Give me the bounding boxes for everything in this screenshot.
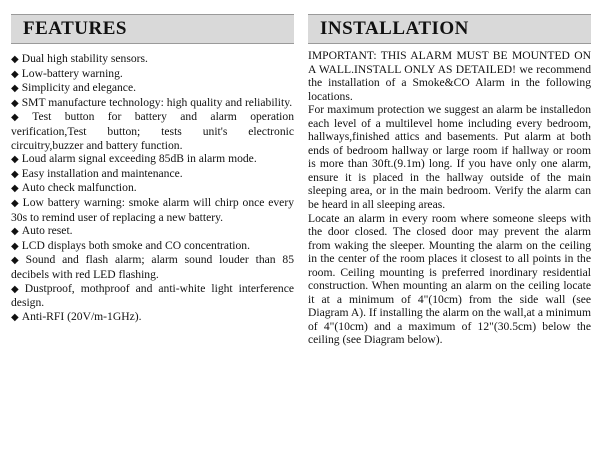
list-item: ◆ Sound and flash alarm; alarm sound louder than 85 decibels with red LED flashing. [11,253,294,281]
diamond-bullet-icon: ◆ [11,83,19,95]
diamond-bullet-icon: ◆ [11,154,19,166]
diamond-bullet-icon: ◆ [11,197,20,209]
diamond-bullet-icon: ◆ [11,168,19,180]
installation-body [308,49,591,347]
list-item: ◆ Anti-RFI (20V/m-1GHz). [11,309,142,323]
installation-paragraph: For maximum protection we suggest an alarm be installedon each level of a multilevel home including every bedroom, hallways,finished attics and basements. Put alarm at both ends of bedroom hallway or large room if hallway or room is more than 30ft.(9.1m) long. If you have only one alarm, ensure it is placed in the hallway outside of the main sleeping area, or in the main bedroom. Verify the alarm can be heard in all sleeping areas. [308,103,591,212]
list-item: ◆ Low-battery warning. [11,66,123,80]
installation-column [308,14,591,347]
diamond-bullet-icon: ◆ [11,226,19,238]
installation-paragraph: Locate an alarm in every room where someone sleeps with the door closed. The closed door may prevent the alarm from waking the sleeper. Mounting the alarm on the ceiling in the center of the room places it closest to all points in the room. Ceiling mounting is preferred inordinary residential construction. When mounting an alarm on the ceiling locate it at a minimum of 4"(10cm) from the side wall (see Diagram A). If installing the alarm on the wall,at a minimum of 4"(10cm) and a maximum of 12"(30.5cm) below the ceiling (see Diagram below). [308,211,591,347]
diamond-bullet-icon: ◆ [11,68,19,80]
list-item: ◆ Dual high stability sensors. [11,52,148,65]
list-item: ◆ Dustproof, mothproof and anti-white light interference design. [11,281,294,310]
diamond-bullet-icon: ◆ [11,54,19,65]
installation-heading: INSTALLATION [308,14,591,44]
diamond-bullet-icon: ◆ [11,283,22,295]
list-item: ◆ Test button for battery and alarm operation verification,Test button; tests unit's electronic circuitry,buzzer and battery function. [11,110,294,152]
diamond-bullet-icon: ◆ [11,255,23,267]
installation-paragraph: IMPORTANT: THIS ALARM MUST BE MOUNTED ON A WALL.INSTALL ONLY AS DETAILED! we recommend the installation of a Smoke&CO Alarm in the following locations. [308,49,591,103]
features-list [11,52,294,324]
diamond-bullet-icon: ◆ [11,97,19,109]
features-column [11,14,294,324]
features-heading: FEATURES [11,14,294,44]
list-item: ◆ SMT manufacture technology: high quality and reliability. [11,95,293,109]
diamond-bullet-icon: ◆ [11,311,19,323]
diamond-bullet-icon: ◆ [11,183,19,195]
list-item: ◆ Simplicity and elegance. [11,81,136,95]
list-item: ◆ Auto check malfunction. [11,181,137,195]
list-item: ◆ Auto reset. [11,224,73,238]
diamond-bullet-icon: ◆ [11,112,30,124]
list-item: ◆ Easy installation and maintenance. [11,166,183,180]
list-item: ◆ LCD displays both smoke and CO concentration. [11,238,251,252]
diamond-bullet-icon: ◆ [11,240,19,252]
list-item: ◆ Low battery warning: smoke alarm will chirp once every 30s to remind user of replacing a new battery. [11,195,294,224]
list-item: ◆ Loud alarm signal exceeding 85dB in alarm mode. [11,152,257,166]
